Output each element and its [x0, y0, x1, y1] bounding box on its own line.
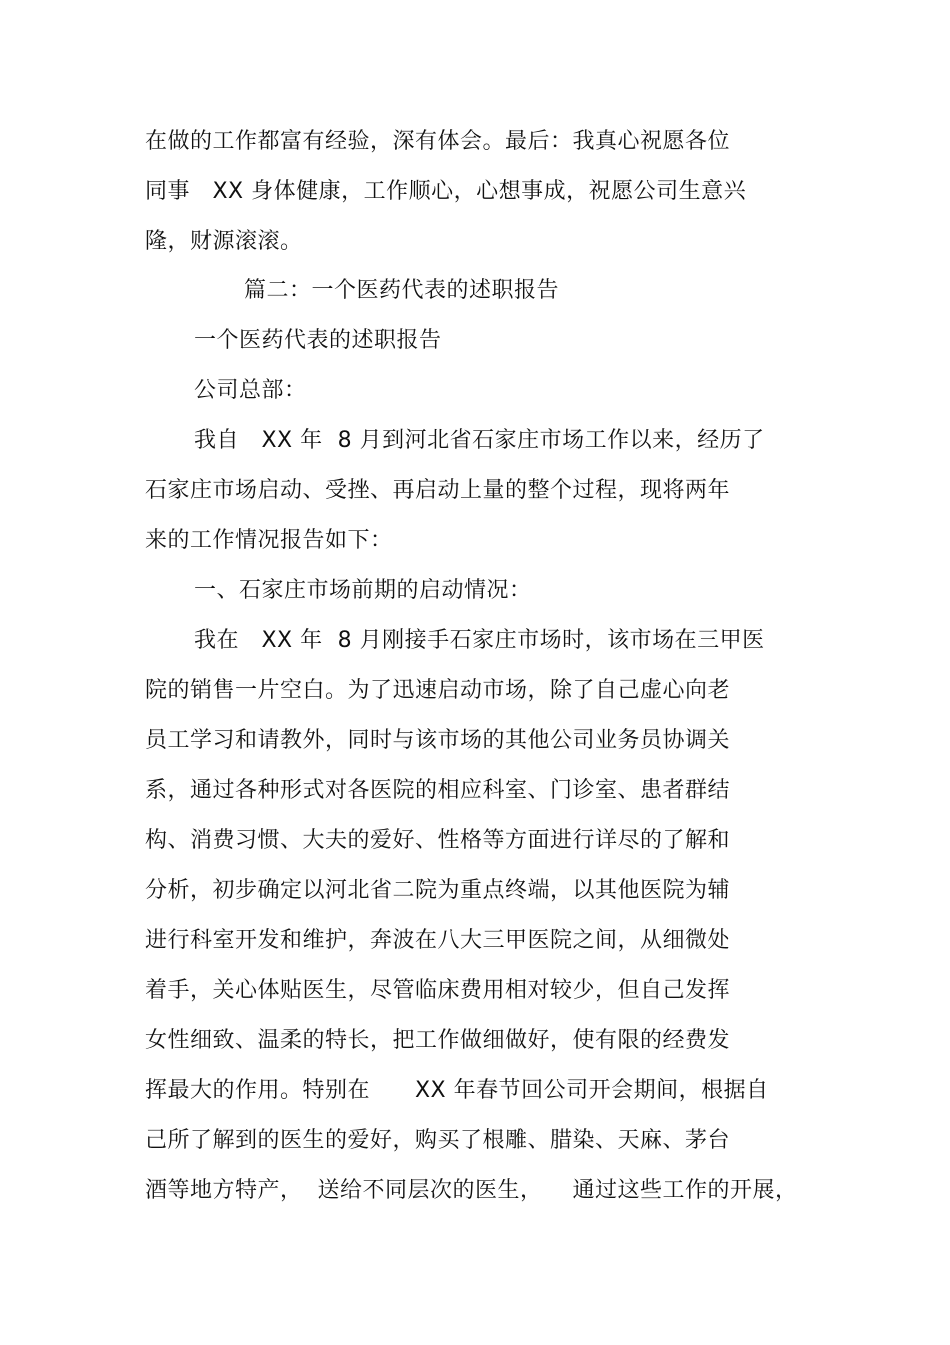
section-title: 篇二：一个医药代表的述职报告 — [244, 278, 560, 303]
text-line: 构、消费习惯、大夫的爱好、性格等方面进行详尽的了解和 — [145, 828, 731, 853]
text-line: 在做的工作都富有经验，深有体会。最后：我真心祝愿各位 — [145, 129, 731, 154]
text-line: 分析，初步确定以河北省二院为重点终端，以其他医院为辅 — [145, 878, 731, 903]
text-line: 挥最大的作用。特别在 XX 年春节回公司开会期间，根据自 — [145, 1078, 769, 1103]
text-line: 来的工作情况报告如下： — [145, 528, 393, 553]
salutation: 公司总部： — [194, 378, 307, 403]
text-line: 我在 XX 年 8 月刚接手石家庄市场时，该市场在三甲医 — [194, 628, 765, 653]
text-line: 隆，财源滚滚。 — [145, 229, 303, 254]
text-line: 院的销售一片空白。为了迅速启动市场，除了自己虚心向老 — [145, 678, 731, 703]
text-line: 酒等地方特产， 送给不同层次的医生， 通过这些工作的开展， — [145, 1178, 798, 1203]
text-line: 着手，关心体贴医生，尽管临床费用相对较少，但自己发挥 — [145, 978, 731, 1003]
text-line: 己所了解到的医生的爱好，购买了根雕、腊染、天麻、茅台 — [145, 1128, 731, 1153]
text-line: 同事 XX 身体健康，工作顺心，心想事成，祝愿公司生意兴 — [145, 179, 747, 204]
text-line: 女性细致、温柔的特长，把工作做细做好，使有限的经费发 — [145, 1028, 731, 1053]
text-line: 我自 XX 年 8 月到河北省石家庄市场工作以来，经历了 — [194, 428, 765, 453]
text-line: 进行科室开发和维护，奔波在八大三甲医院之间，从细微处 — [145, 928, 731, 953]
section-heading: 一、石家庄市场前期的启动情况： — [194, 578, 532, 603]
text-line: 员工学习和请教外，同时与该市场的其他公司业务员协调关 — [145, 728, 731, 753]
report-title: 一个医药代表的述职报告 — [194, 328, 442, 353]
text-line: 系，通过各种形式对各医院的相应科室、门诊室、患者群结 — [145, 778, 731, 803]
text-line: 石家庄市场启动、受挫、再启动上量的整个过程，现将两年 — [145, 478, 731, 503]
